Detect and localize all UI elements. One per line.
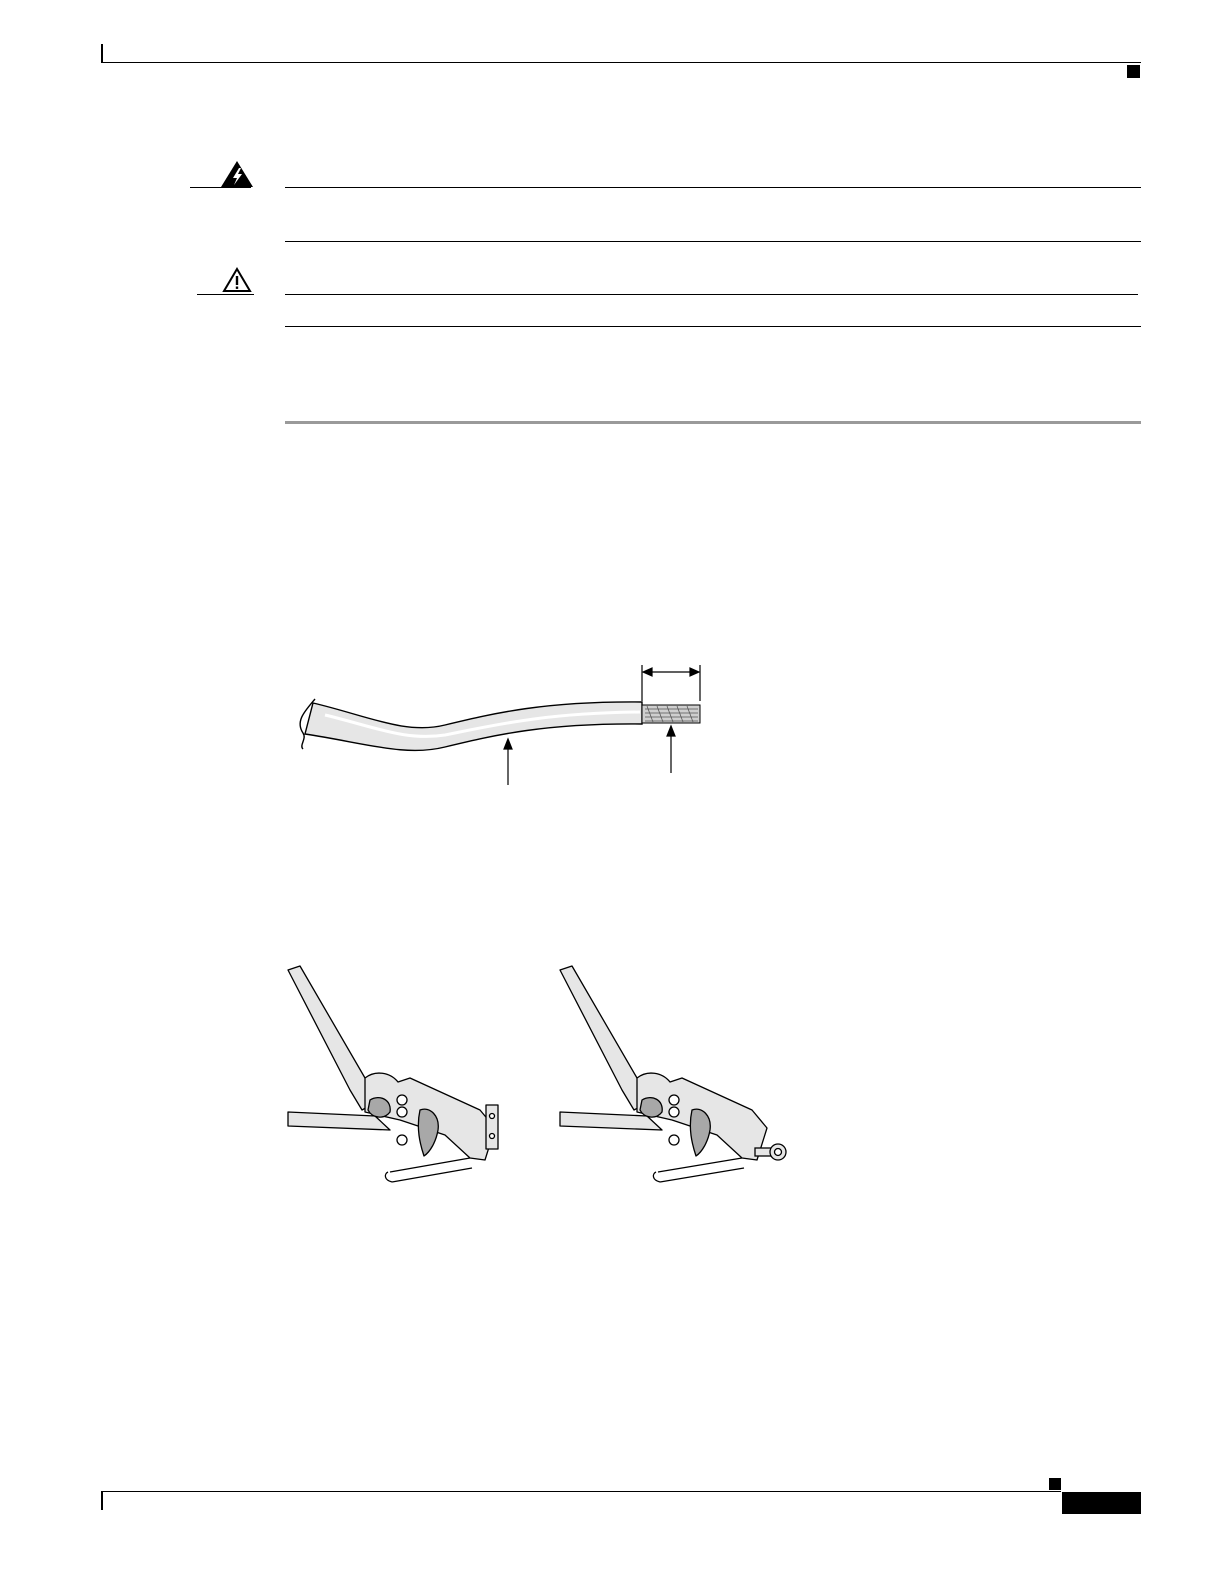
procedure-end-rule bbox=[285, 421, 1141, 424]
page-number-tab bbox=[1062, 1492, 1141, 1514]
footer-marker-icon bbox=[1049, 1478, 1061, 1490]
caution-bottom-rule bbox=[285, 326, 1141, 327]
footer-left-tick bbox=[101, 1492, 103, 1510]
dimension-arrow-icon bbox=[642, 665, 700, 701]
warning-icon-underline bbox=[190, 187, 251, 188]
caution-notice bbox=[195, 260, 1142, 330]
header-left-tick bbox=[101, 44, 103, 62]
electrical-hazard-icon bbox=[220, 160, 254, 188]
warning-bottom-rule bbox=[285, 241, 1141, 242]
warning-notice bbox=[190, 150, 1142, 245]
crimp-tool-right-icon bbox=[560, 966, 767, 1182]
wire-insulation bbox=[305, 702, 642, 751]
caution-top-rule bbox=[285, 294, 1138, 295]
warning-top-rule bbox=[285, 187, 1141, 188]
crimp-tool-figure bbox=[280, 960, 820, 1200]
caution-icon-underline bbox=[197, 294, 254, 295]
crimp-tool-left-icon bbox=[288, 966, 498, 1182]
caution-triangle-icon bbox=[222, 267, 252, 293]
footer-rule bbox=[101, 1491, 1061, 1492]
header-marker-icon bbox=[1127, 65, 1140, 78]
header-rule bbox=[101, 62, 1141, 63]
callout-arrows bbox=[504, 726, 675, 785]
stripped-conductor-icon bbox=[642, 705, 700, 723]
wire-strip-figure bbox=[285, 655, 725, 795]
